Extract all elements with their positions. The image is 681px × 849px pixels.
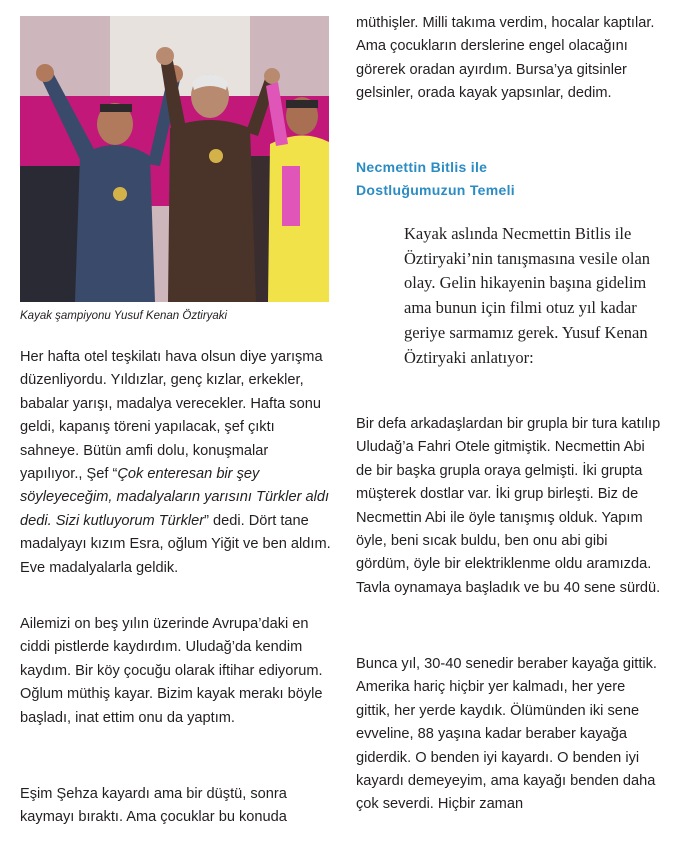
ski-podium-photo [20,16,329,302]
right-paragraph-1: Bir defa arkadaşlardan bir grupla bir tura katılıp Uludağ’a Fahri Otele gitmiştik. Necmettin Abi de bir başka grupla oraya gelmişti. İki grupta müşterek dostlar var. İki grup birleşti. Biz de Necmettin Abi ile öyle tanışmış olduk. Yapım öyle, beni sıcak buldu, ben onu abi gibi gördüm, öyle bir elektriklenme oldu aramızda. Tavla oynamaya başladık ve bu 40 sene sürdü. [356,416,661,596]
section-heading-line-2: Dostluğumuzun Temeli [356,182,515,198]
left-paragraph-2: Ailemizi on beş yılın üzerinde Avrupa’daki en ciddi pistlerde kaydırdım. Uludağ’da kendim kaydım. Bir köy çocuğu olarak iftihar ediyorum. Oğlum müthiş kayar. Bizim kayak merakı böyle başladı, inat ettim onu da yaptım. [20,616,323,726]
person-left-body [75,145,155,302]
left-paragraph-1 [20,346,332,580]
intro-paragraph: Kayak aslında Necmettin Bitlis ile Öztiryaki’nin tanışmasına vesile olan olay. Gelin hikayenin başına gidelim ama bunun için filmi otuz yıl kadar geriye sarmamız gerek. Yusuf Kenan Öztiryaki anlatıyor: [404,224,651,367]
banner-shape [110,16,250,106]
left-paragraph-1-text-b: ” dedi. Dört tane madalyayı kızım Esra, oğlum Yiğit ve ben aldım. Eve madalyalarla geldik. [20,512,331,576]
person-middle-body [168,120,256,302]
photo-illustration [20,16,329,302]
chef-quote: Çok enteresan bir şey söyleyeceğim, madalyaların yarısını Türkler aldı dedi. Sizi kutluyorum Türkler [20,466,330,529]
section-heading [356,156,656,202]
left-paragraph-3: Eşim Şehza kayardı ama bir düştü, sonra kaymayı bıraktı. Ama çocuklar bu konuda [20,786,287,826]
photo-caption: Kayak şampiyonu Yusuf Kenan Öztiryaki [20,310,228,322]
right-paragraph-2: Bunca yıl, 30-40 senedir beraber kayağa gittik. Amerika hariç hiçbir yer kalmadı, her yere gittik, her yerde kaydık. Ölümünden iki sene evveline, 88 yaşına kadar beraber kayağa giderdik. O benden iyi kayardı. O benden iyi kayardı demeyeyim, ama kayağı benden daha çok severdi. Hiçbir zaman [356,656,657,813]
medal-icon [113,187,127,201]
right-paragraph-0: müthişler. Milli takıma verdim, hocalar kaptılar. Ama çocukların derslerine engel olacağını görerek oradan ayırdım. Bursa’ya gitsinler gelsinler, orada kayak yapsınlar, dedim. [356,15,655,102]
left-paragraph-1-text-a: Her hafta otel teşkilatı hava olsun diye yarışma düzenliyordu. Yıldızlar, genç kızlar, erkekler, babalar yarışı, madalya verecekler. Hafta sonu geldi, kapanış töreni yapılacak, şef çıktı sahneye. Bütün amfi dolu, konuşmalar yapılıyor., Şef “ [20,349,323,483]
section-heading-line-1: Necmettin Bitlis ile [356,159,488,175]
